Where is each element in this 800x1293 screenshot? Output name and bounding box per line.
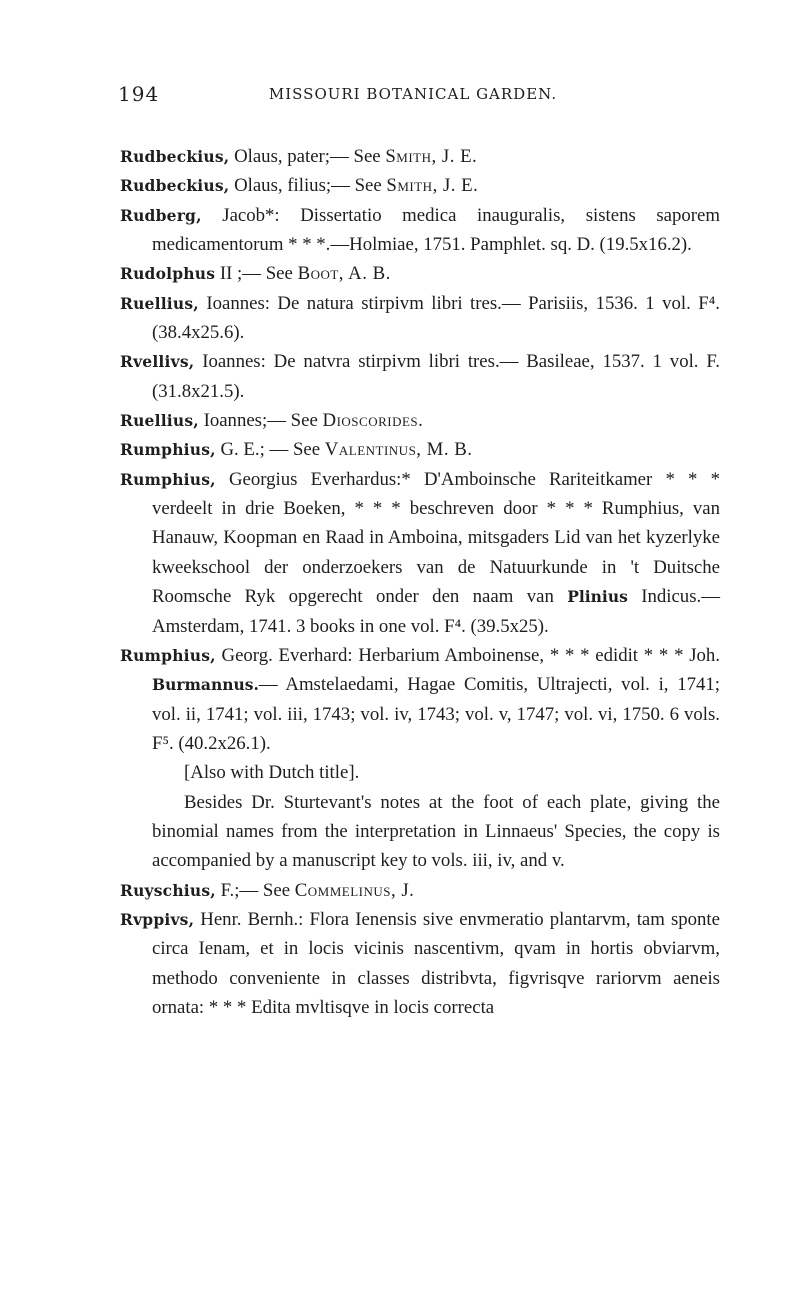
entry-headword: Rumphius,: [120, 440, 216, 460]
entry-headword: Rudbeckius,: [120, 176, 230, 196]
entry-headword: Rudolphus: [120, 264, 216, 284]
catalog-entry: [120, 289, 720, 348]
entry-headword: Ruyschius,: [120, 880, 216, 900]
entry-text: Jacob*: Dissertatio medica inauguralis, sistens saporem medicamentorum * * *.—Holmiae, 1751. Pamphlet. sq. D. (19.5x16.2).: [152, 204, 720, 256]
catalog-entry: [120, 435, 720, 464]
entry-headword: Ruellius,: [120, 411, 199, 431]
entry-text: G. E.; — See: [220, 439, 321, 461]
entry-text: Ioannes;— See: [203, 410, 318, 432]
entry-headword: Rudberg,: [120, 205, 202, 225]
entry-text: Olaus, filius;— See: [234, 175, 382, 197]
entry-headword: Rumphius,: [120, 469, 216, 489]
header-title: MISSOURI BOTANICAL GARDEN.: [268, 85, 558, 103]
entry-text: II ;— See: [219, 263, 293, 285]
entry-headword: Rumphius,: [120, 645, 216, 665]
catalog-entry: [120, 259, 720, 288]
entry-cross-reference: Dioscorides.: [322, 410, 424, 432]
entry-text: Ioannes: De natura stirpivm libri tres.— Parisiis, 1536. 1 vol. F⁴. (38.4x25.6).: [152, 292, 720, 344]
catalog-entries: [120, 142, 720, 1022]
catalog-entry: [120, 641, 720, 758]
entry-text: Ioannes: De natvra stirpivm libri tres.— Basileae, 1537. 1 vol. F. (31.8x21.5).: [152, 351, 720, 402]
entry-text-continued: Indicus.— Amsterdam, 1741. 3 books in one vol. F⁴. (39.5x25).: [152, 586, 720, 637]
entry-text: Georg. Everhard: Herbarium Amboinense, * * * edidit * * * Joh.: [221, 644, 721, 666]
catalog-entry: [120, 142, 720, 171]
entry-text: Olaus, pater;— See: [234, 146, 381, 167]
entry-text: Henr. Bernh.: Flora Ienensis sive envmeratio plantarvm, tam sponte circa Ienam, et in locis vicinis nascentivm, qvam in hortis obviarvm, methodo conveniente in classes distribvta, figvrisqve rariorvm aeneis ornata: * * * Edita mvltisqve in locis correcta: [152, 908, 720, 1018]
running-head: [118, 82, 708, 112]
catalog-entry: [120, 347, 720, 406]
entry-headword: Rudbeckius,: [120, 147, 230, 166]
entry-text: F.;— See: [220, 879, 291, 901]
catalog-entry: [120, 201, 720, 260]
entry-inline-name: Plinius: [567, 587, 628, 607]
entry-inline-name: Burmannus.: [152, 675, 259, 695]
page-number: 194: [118, 82, 160, 106]
entry-cross-reference: Commelinus, J.: [294, 879, 415, 901]
entry-headword: Ruellius,: [120, 293, 199, 313]
entry-cross-reference: Smith, J. E.: [385, 146, 478, 167]
catalog-entry: [120, 171, 720, 200]
catalog-entry: [120, 905, 720, 1022]
entry-cross-reference: Smith, J. E.: [386, 175, 479, 197]
entry-text-continued: — Amstelaedami, Hagae Comitis, Ultrajecti, vol. i, 1741; vol. ii, 1741; vol. iii, 1743; vol. iv, 1743; vol. v, 1747; vol. vi, 1750. 6 vols. F⁵. (40.2x26.1).: [152, 674, 720, 754]
entry-cross-reference: Valentinus, M. B.: [324, 439, 473, 461]
entry-headword: Rvppivs,: [120, 909, 195, 929]
entry-note: [Also with Dutch title].: [184, 762, 360, 784]
entry-headword: Rvellivs,: [120, 352, 195, 372]
catalog-entry: [120, 876, 720, 905]
entry-note: Besides Dr. Sturtevant's notes at the foot of each plate, giving the binomial names from the interpretation in Linnaeus' Species, the copy is accompanied by a manuscript key to vols. iii, iv, and v.: [152, 791, 720, 872]
entry-text: Georgius Everhardus:* D'Amboinsche Rariteitkamer * * * verdeelt in drie Boeken, * * * beschreven door * * * Rumphius, van Hanauw, Koopman en Raad in Amboina, mitsgaders Lid van het kyzerlyke kweekschool der onderzoekers van de Natuurkunde in 't Duitsche Roomsche Ryk opgerecht onder den naam van: [152, 468, 720, 608]
catalog-entry: [120, 406, 720, 435]
entry-cross-reference: Boot, A. B.: [297, 263, 391, 285]
catalog-entry: [120, 465, 720, 641]
